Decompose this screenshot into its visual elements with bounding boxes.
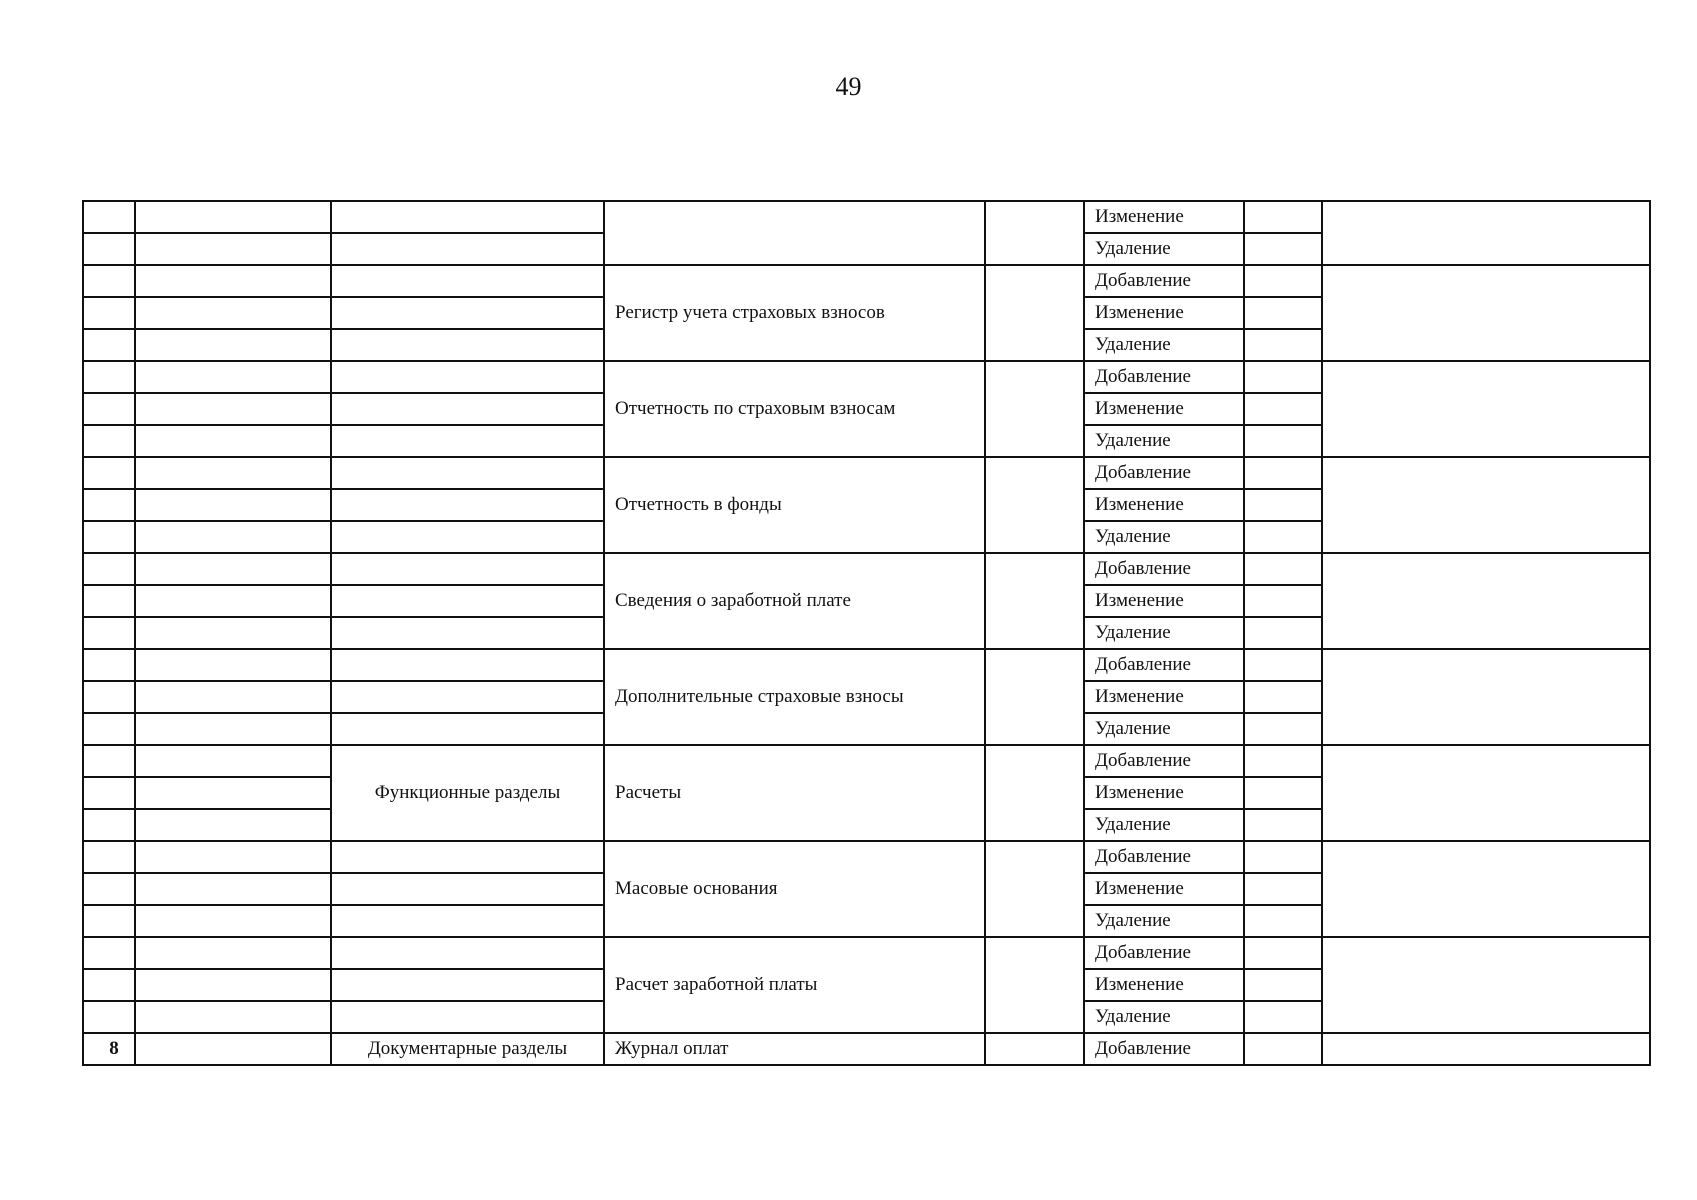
empty-cell	[1322, 457, 1650, 553]
action-cell: Добавление	[1084, 745, 1244, 777]
empty-cell	[985, 1033, 1084, 1065]
row-number-cell	[83, 425, 135, 457]
row-number-cell: 8	[83, 1033, 135, 1065]
empty-cell	[135, 425, 331, 457]
empty-cell	[1322, 841, 1650, 937]
empty-cell	[985, 841, 1084, 937]
table-row	[83, 361, 1650, 393]
section-cell	[331, 937, 604, 969]
register-cell: Отчетность по страховым взносам	[604, 361, 985, 457]
empty-cell	[1244, 201, 1322, 233]
section-cell	[331, 489, 604, 521]
empty-cell	[1244, 521, 1322, 553]
empty-cell	[985, 361, 1084, 457]
section-cell	[331, 265, 604, 297]
section-cell	[331, 841, 604, 873]
register-table	[82, 200, 1651, 1066]
action-cell: Добавление	[1084, 1033, 1244, 1065]
section-cell	[331, 329, 604, 361]
row-number-cell	[83, 745, 135, 777]
action-cell: Добавление	[1084, 553, 1244, 585]
register-cell: Расчеты	[604, 745, 985, 841]
row-number-cell	[83, 457, 135, 489]
empty-cell	[135, 1001, 331, 1033]
empty-cell	[985, 201, 1084, 265]
empty-cell	[985, 937, 1084, 1033]
register-cell: Расчет заработной платы	[604, 937, 985, 1033]
section-cell	[331, 425, 604, 457]
empty-cell	[1322, 649, 1650, 745]
section-cell	[331, 905, 604, 937]
section-cell: Функционные разделы	[331, 745, 604, 841]
empty-cell	[1244, 553, 1322, 585]
empty-cell	[1322, 201, 1650, 265]
empty-cell	[1244, 457, 1322, 489]
action-cell: Добавление	[1084, 649, 1244, 681]
action-cell: Удаление	[1084, 521, 1244, 553]
action-cell: Изменение	[1084, 201, 1244, 233]
table-row	[83, 745, 1650, 777]
empty-cell	[135, 841, 331, 873]
empty-cell	[135, 713, 331, 745]
empty-cell	[1322, 937, 1650, 1033]
row-number-cell	[83, 297, 135, 329]
empty-cell	[135, 873, 331, 905]
action-cell: Удаление	[1084, 713, 1244, 745]
row-number-cell	[83, 1001, 135, 1033]
empty-cell	[135, 969, 331, 1001]
empty-cell	[1244, 1001, 1322, 1033]
empty-cell	[1244, 425, 1322, 457]
table-row	[83, 841, 1650, 873]
action-cell: Добавление	[1084, 937, 1244, 969]
row-number-cell	[83, 233, 135, 265]
section-cell	[331, 201, 604, 233]
empty-cell	[1322, 1033, 1650, 1065]
action-cell: Удаление	[1084, 425, 1244, 457]
action-cell: Удаление	[1084, 905, 1244, 937]
row-number-cell	[83, 201, 135, 233]
row-number-cell	[83, 809, 135, 841]
empty-cell	[1322, 265, 1650, 361]
empty-cell	[1244, 617, 1322, 649]
section-cell	[331, 713, 604, 745]
empty-cell	[1244, 777, 1322, 809]
table-body	[83, 201, 1650, 1065]
row-number-cell	[83, 585, 135, 617]
page-number: 49	[835, 72, 862, 101]
register-cell: Отчетность в фонды	[604, 457, 985, 553]
empty-cell	[1244, 233, 1322, 265]
section-cell: Документарные разделы	[331, 1033, 604, 1065]
empty-cell	[1244, 393, 1322, 425]
register-cell: Сведения о заработной плате	[604, 553, 985, 649]
empty-cell	[1244, 905, 1322, 937]
empty-cell	[135, 681, 331, 713]
section-cell	[331, 393, 604, 425]
empty-cell	[135, 233, 331, 265]
empty-cell	[1322, 361, 1650, 457]
empty-cell	[985, 457, 1084, 553]
row-number-cell	[83, 265, 135, 297]
empty-cell	[1244, 361, 1322, 393]
empty-cell	[985, 265, 1084, 361]
empty-cell	[985, 649, 1084, 745]
empty-cell	[1244, 1033, 1322, 1065]
row-number-cell	[83, 361, 135, 393]
empty-cell	[1244, 649, 1322, 681]
action-cell: Удаление	[1084, 329, 1244, 361]
empty-cell	[135, 649, 331, 681]
section-cell	[331, 873, 604, 905]
empty-cell	[135, 937, 331, 969]
action-cell: Удаление	[1084, 617, 1244, 649]
section-cell	[331, 585, 604, 617]
empty-cell	[1244, 265, 1322, 297]
row-number-cell	[83, 713, 135, 745]
empty-cell	[1244, 713, 1322, 745]
empty-cell	[135, 617, 331, 649]
section-cell	[331, 649, 604, 681]
empty-cell	[135, 201, 331, 233]
empty-cell	[1244, 681, 1322, 713]
row-number-cell	[83, 969, 135, 1001]
empty-cell	[135, 457, 331, 489]
action-cell: Изменение	[1084, 489, 1244, 521]
empty-cell	[1244, 329, 1322, 361]
empty-cell	[135, 489, 331, 521]
empty-cell	[1244, 841, 1322, 873]
table-row	[83, 201, 1650, 233]
empty-cell	[1322, 745, 1650, 841]
row-number-cell	[83, 905, 135, 937]
action-cell: Добавление	[1084, 841, 1244, 873]
empty-cell	[135, 361, 331, 393]
row-number-cell	[83, 521, 135, 553]
action-cell: Изменение	[1084, 873, 1244, 905]
empty-cell	[135, 1033, 331, 1065]
empty-cell	[135, 585, 331, 617]
row-number-cell	[83, 937, 135, 969]
row-number-cell	[83, 841, 135, 873]
empty-cell	[135, 777, 331, 809]
table-row	[83, 649, 1650, 681]
empty-cell	[1244, 809, 1322, 841]
action-cell: Добавление	[1084, 361, 1244, 393]
row-number-cell	[83, 681, 135, 713]
register-cell	[604, 201, 985, 265]
empty-cell	[135, 393, 331, 425]
table-row	[83, 1033, 1650, 1065]
table-row	[83, 265, 1650, 297]
action-cell: Изменение	[1084, 777, 1244, 809]
register-cell: Регистр учета страховых взносов	[604, 265, 985, 361]
action-cell: Изменение	[1084, 297, 1244, 329]
empty-cell	[1244, 489, 1322, 521]
row-number-cell	[83, 393, 135, 425]
action-cell: Изменение	[1084, 681, 1244, 713]
empty-cell	[1244, 937, 1322, 969]
action-cell: Добавление	[1084, 457, 1244, 489]
section-cell	[331, 297, 604, 329]
table-row	[83, 553, 1650, 585]
empty-cell	[135, 745, 331, 777]
section-cell	[331, 1001, 604, 1033]
section-cell	[331, 521, 604, 553]
empty-cell	[985, 745, 1084, 841]
empty-cell	[135, 265, 331, 297]
row-number-cell	[83, 617, 135, 649]
empty-cell	[1244, 745, 1322, 777]
empty-cell	[1244, 873, 1322, 905]
row-number-cell	[83, 329, 135, 361]
row-number-cell	[83, 489, 135, 521]
register-cell: Журнал оплат	[604, 1033, 985, 1065]
section-cell	[331, 233, 604, 265]
section-cell	[331, 361, 604, 393]
section-cell	[331, 681, 604, 713]
register-cell: Масовые основания	[604, 841, 985, 937]
empty-cell	[1244, 969, 1322, 1001]
row-number-cell	[83, 553, 135, 585]
empty-cell	[985, 553, 1084, 649]
empty-cell	[1244, 585, 1322, 617]
action-cell: Удаление	[1084, 233, 1244, 265]
action-cell: Добавление	[1084, 265, 1244, 297]
register-cell: Дополнительные страховые взносы	[604, 649, 985, 745]
row-number-cell	[83, 873, 135, 905]
action-cell: Изменение	[1084, 585, 1244, 617]
table-row	[83, 937, 1650, 969]
section-cell	[331, 617, 604, 649]
row-number-cell	[83, 777, 135, 809]
empty-cell	[135, 809, 331, 841]
section-cell	[331, 969, 604, 1001]
empty-cell	[1244, 297, 1322, 329]
action-cell: Удаление	[1084, 1001, 1244, 1033]
empty-cell	[135, 521, 331, 553]
section-cell	[331, 457, 604, 489]
empty-cell	[1322, 553, 1650, 649]
action-cell: Изменение	[1084, 393, 1244, 425]
section-cell	[331, 553, 604, 585]
empty-cell	[135, 553, 331, 585]
row-number-cell	[83, 649, 135, 681]
action-cell: Изменение	[1084, 969, 1244, 1001]
empty-cell	[135, 905, 331, 937]
empty-cell	[135, 297, 331, 329]
empty-cell	[135, 329, 331, 361]
table-row	[83, 457, 1650, 489]
action-cell: Удаление	[1084, 809, 1244, 841]
